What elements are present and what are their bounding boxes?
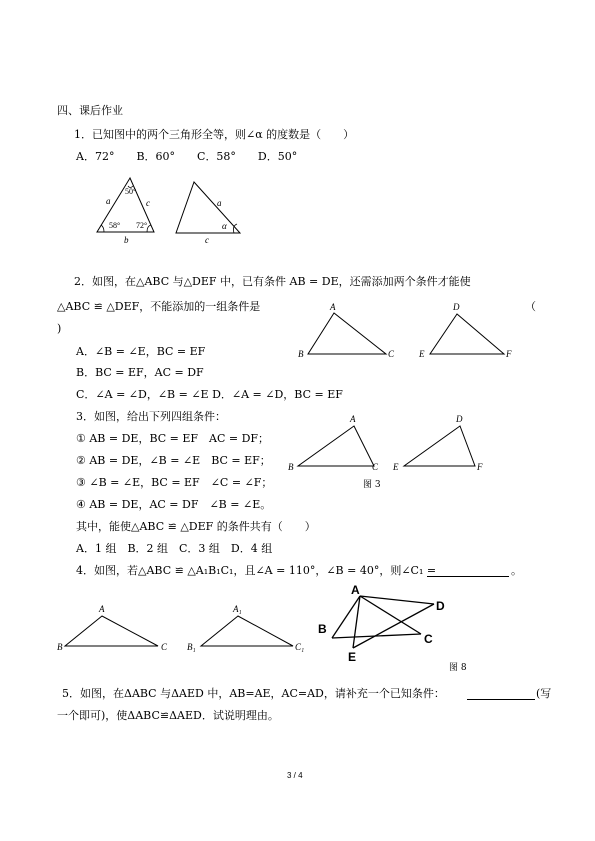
q4-triangle-a1b1c1 xyxy=(201,616,293,646)
page-number: 3 / 4 xyxy=(287,771,303,780)
q1-options: A．72° B．60° C．58° D．50° xyxy=(76,150,298,163)
q4-caption: 图 8 xyxy=(449,663,467,673)
q4-triangle-abc xyxy=(65,616,158,646)
q5-answer-blank[interactable] xyxy=(467,699,535,700)
fig8-label-B: B xyxy=(318,622,327,636)
q2-label-F: F xyxy=(506,349,512,359)
q4-label-A: A xyxy=(99,604,105,614)
q1-label-50: 50° xyxy=(125,187,137,196)
q2-label-B: B xyxy=(298,349,304,359)
q2-option-a: A．∠B = ∠E，BC = EF xyxy=(76,345,206,358)
q3-label-D: D xyxy=(456,414,463,424)
q1-triangle-right xyxy=(176,182,240,233)
q4-figure xyxy=(55,600,315,660)
q2-label-C: C xyxy=(388,349,395,359)
q3-condition-3: ③ ∠B = ∠E，BC = EF ∠C = ∠F； xyxy=(76,476,273,489)
q1-angle-mark-right xyxy=(147,225,151,232)
q3-triangle-abc xyxy=(298,426,374,466)
q1-label-b-left: b xyxy=(124,235,129,245)
q3-stem: 3．如图，给出下列四组条件： xyxy=(76,410,226,423)
q2-paren-close: ) xyxy=(57,322,62,335)
q2-stem-line1: 2．如图，在△ABC 与△DEF 中，已有条件 AB = DE，还需添加两个条件才能使 xyxy=(74,275,471,288)
q5-line1: 5．如图，在ΔABC 与ΔAED 中，AB=AE，AC=AD，请补充一个已知条件： xyxy=(62,687,445,700)
q2-stem-line2: △ABC ≌ △DEF，不能添加的一组条件是 xyxy=(57,300,261,313)
q4-blank-end: 。 xyxy=(511,564,522,577)
q3-label-C: C xyxy=(372,462,379,472)
q4-stem: 4．如图，若△ABC ≌ △A₁B₁C₁，且∠A = 110°，∠B = 40°，则∠C₁ = xyxy=(76,564,437,577)
q1-label-c-left: c xyxy=(146,198,150,208)
fig8-label-C: C xyxy=(424,632,433,646)
q3-question: 其中，能使△ABC ≌ △DEF 的条件共有（ ） xyxy=(76,520,316,533)
q1-label-72: 72° xyxy=(136,221,148,230)
q1-label-alpha: α xyxy=(222,221,227,231)
q1-label-c-right: c xyxy=(205,235,209,245)
q4-label-B: B xyxy=(57,642,63,652)
q2-option-b: B．BC = EF，AC = DF xyxy=(76,366,204,379)
q3-options: A．1 组 B．2 组 C．3 组 D．4 组 xyxy=(76,542,273,555)
q2-label-D: D xyxy=(453,302,460,312)
q4-label-C1: C₁ xyxy=(295,642,305,652)
fig8-label-E: E xyxy=(348,650,357,664)
q3-label-F: F xyxy=(477,462,483,472)
q3-triangle-def xyxy=(404,426,475,466)
q3-label-E: E xyxy=(393,462,399,472)
q3-condition-2: ② AB = DE，∠B = ∠E BC = EF； xyxy=(76,454,271,467)
q2-label-A: A xyxy=(330,302,336,312)
q1-label-58: 58° xyxy=(109,221,121,230)
q1-label-a-left: a xyxy=(106,196,111,206)
q2-option-cd: C．∠A = ∠D，∠B = ∠E D．∠A = ∠D，BC = EF xyxy=(76,388,343,401)
q2-label-E: E xyxy=(419,349,425,359)
q2-triangle-abc xyxy=(308,313,386,354)
q5-line1-end: (写 xyxy=(536,687,552,700)
q1-angle-mark-left xyxy=(101,225,104,232)
fig8-label-A: A xyxy=(351,583,360,597)
fig8-line-ed xyxy=(353,604,434,648)
q1-figure xyxy=(92,172,252,248)
q3-condition-4: ④ AB = DE，AC = DF ∠B = ∠E。 xyxy=(76,498,272,511)
q3-caption: 图 3 xyxy=(363,480,381,490)
q2-paren-open: （ xyxy=(525,300,536,313)
fig8-label-D: D xyxy=(436,599,445,613)
q4-answer-blank[interactable] xyxy=(427,576,509,577)
q2-triangle-def xyxy=(430,314,504,354)
q1-label-a-right: a xyxy=(217,198,222,208)
q4-label-B1: B₁ xyxy=(187,642,196,652)
section-title: 四、课后作业 xyxy=(57,104,123,117)
q4-figure-8 xyxy=(315,582,455,667)
q3-condition-1: ① AB = DE，BC = EF AC = DF； xyxy=(76,432,270,445)
q5-line2: 一个即可)，使ΔABC≌ΔAED．试说明理由。 xyxy=(57,709,279,722)
q1-stem: 1．已知图中的两个三角形全等，则∠α 的度数是（ ） xyxy=(74,128,355,141)
q4-label-A1: A₁ xyxy=(233,604,242,614)
q4-label-C: C xyxy=(161,642,168,652)
q3-label-B: B xyxy=(288,462,294,472)
q2-figure xyxy=(290,298,530,368)
q3-figure xyxy=(280,408,500,478)
q3-label-A: A xyxy=(350,414,356,424)
